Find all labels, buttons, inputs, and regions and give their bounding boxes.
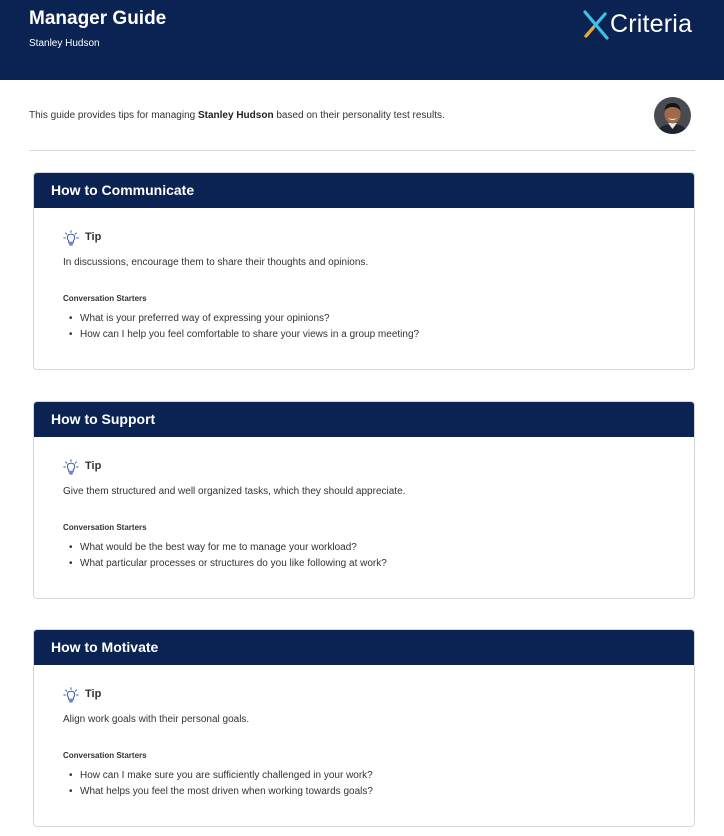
employee-name: Stanley Hudson (29, 38, 100, 49)
conversation-starters-label: Conversation Starters (63, 751, 147, 760)
intro-text (29, 110, 445, 121)
conversation-starters-list (69, 312, 419, 344)
section-title: How to Communicate (51, 182, 195, 198)
conversation-starters-list (69, 769, 373, 801)
section-card-support (33, 401, 695, 599)
avatar-photo (654, 97, 691, 134)
tip-text: In discussions, encourage them to share their thoughts and opinions. (63, 257, 369, 268)
intro-name: Stanley Hudson (197, 110, 274, 121)
tip-text: Give them structured and well organized tasks, which they should appreciate. (63, 486, 406, 497)
list-item: • What helps you feel the most driven when working towards goals? (69, 785, 373, 801)
section-header (34, 173, 694, 208)
list-item: • How can I help you feel comfortable to share your views in a group meeting? (69, 328, 419, 344)
section-header (34, 630, 694, 665)
intro-suffix: based on their personality test results. (273, 110, 445, 121)
list-item: • What particular processes or structures do you like following at work? (69, 557, 387, 573)
tip-text: Align work goals with their personal goals. (63, 714, 250, 725)
tip-label: Tip (85, 460, 102, 472)
list-item: • How can I make sure you are sufficiently challenged in your work? (69, 769, 373, 785)
page-header (0, 0, 724, 80)
lightbulb-icon (63, 230, 79, 246)
tip-label: Tip (85, 231, 102, 243)
lightbulb-icon (63, 459, 79, 475)
conversation-starters-label: Conversation Starters (63, 294, 147, 303)
section-card-communicate (33, 172, 695, 370)
conversation-starters-label: Conversation Starters (63, 523, 147, 532)
conversation-starters-list (69, 541, 387, 573)
page-title: Manager Guide (29, 8, 167, 29)
section-title: How to Support (51, 411, 156, 427)
list-item: • What would be the best way for me to manage your workload? (69, 541, 387, 557)
criteria-logo (582, 8, 707, 42)
lightbulb-icon (63, 687, 79, 703)
intro-divider (29, 150, 695, 151)
avatar (654, 97, 691, 134)
criteria-x-mark-icon (582, 9, 610, 41)
section-title: How to Motivate (51, 639, 159, 655)
list-item: • What is your preferred way of expressing your opinions? (69, 312, 419, 328)
section-card-motivate (33, 629, 695, 827)
intro-prefix: This guide provides tips for managing (29, 110, 198, 121)
logo-wordmark: Criteria (610, 10, 693, 38)
tip-label: Tip (85, 688, 102, 700)
section-header (34, 402, 694, 437)
